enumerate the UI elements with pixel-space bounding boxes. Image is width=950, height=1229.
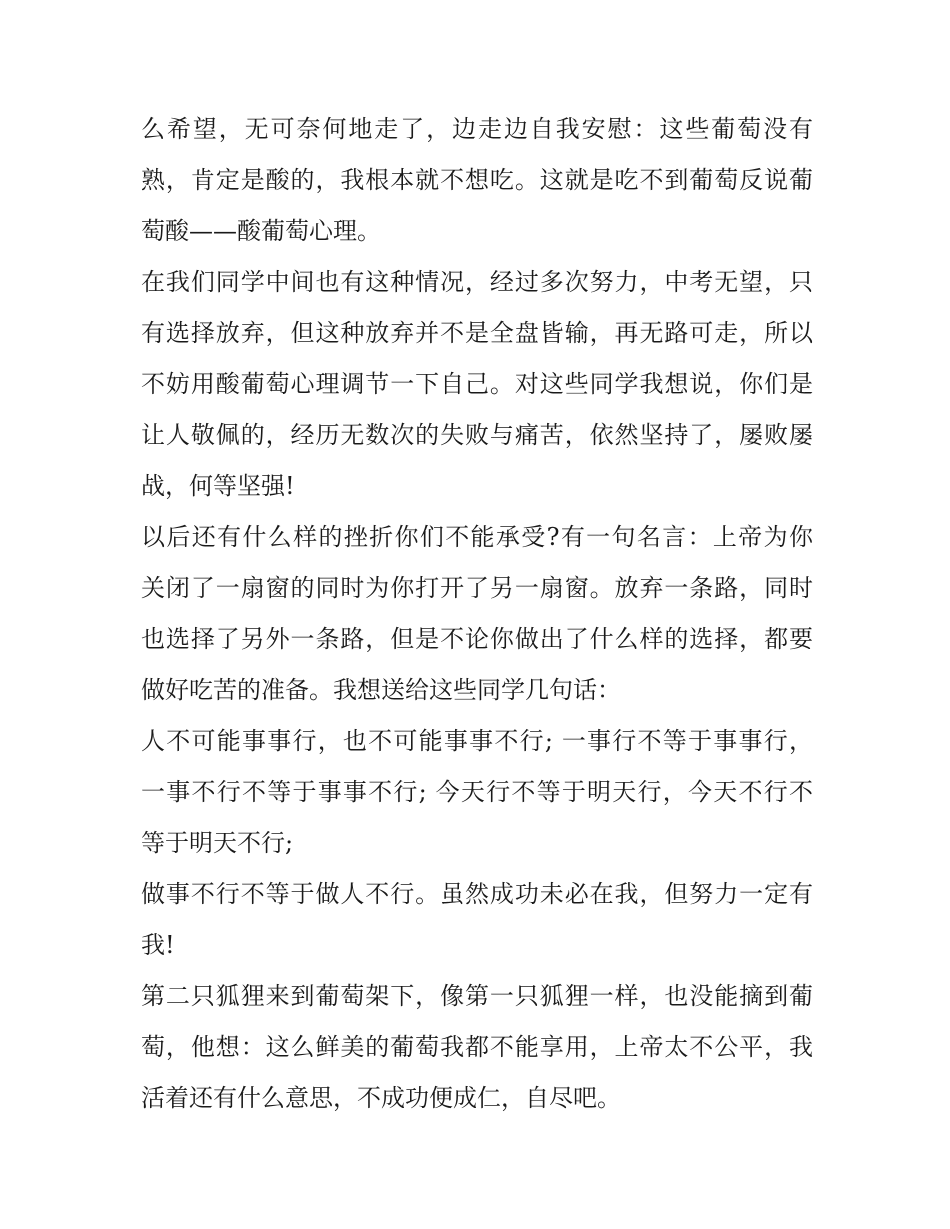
text-line: 一事不行不等于事事不行; 今天行不等于明天行，今天不行不 [141, 778, 813, 806]
text-line: 不妨用酸葡萄心理调节一下自己。对这些同学我想说，你们是 [141, 370, 813, 398]
text-line: 做事不行不等于做人不行。虽然成功未必在我，但努力一定有 [141, 880, 813, 908]
text-line: 我! [141, 931, 175, 959]
text-line: 熟，肯定是酸的，我根本就不想吃。这就是吃不到葡萄反说葡 [141, 166, 813, 194]
text-line: 萄，他想：这么鲜美的葡萄我都不能享用，上帝太不公平，我 [141, 1033, 813, 1061]
text-line: 么希望，无可奈何地走了，边走边自我安慰：这些葡萄没有 [141, 115, 813, 143]
text-line: 也选择了另外一条路，但是不论你做出了什么样的选择，都要 [141, 625, 813, 653]
text-line: 做好吃苦的准备。我想送给这些同学几句话： [141, 676, 621, 704]
text-line: 人不可能事事行，也不可能事事不行; 一事行不等于事事行， [141, 727, 813, 755]
text-line: 有选择放弃，但这种放弃并不是全盘皆输，再无路可走，所以 [141, 319, 813, 347]
text-line: 在我们同学中间也有这种情况，经过多次努力，中考无望，只 [141, 268, 813, 296]
text-line: 战，何等坚强! [141, 472, 295, 500]
document-body [141, 104, 813, 1124]
text-line: 第二只狐狸来到葡萄架下，像第一只狐狸一样，也没能摘到葡 [141, 982, 813, 1010]
text-line: 等于明天不行; [141, 829, 294, 857]
text-line: 活着还有什么意思，不成功便成仁，自尽吧。 [141, 1084, 621, 1112]
text-line: 萄酸——酸葡萄心理。 [141, 217, 381, 245]
text-line: 关闭了一扇窗的同时为你打开了另一扇窗。放弃一条路，同时 [141, 574, 813, 602]
text-line: 让人敬佩的，经历无数次的失败与痛苦，依然坚持了，屡败屡 [141, 421, 813, 449]
text-line: 以后还有什么样的挫折你们不能承受?有一句名言：上帝为你 [141, 523, 813, 551]
